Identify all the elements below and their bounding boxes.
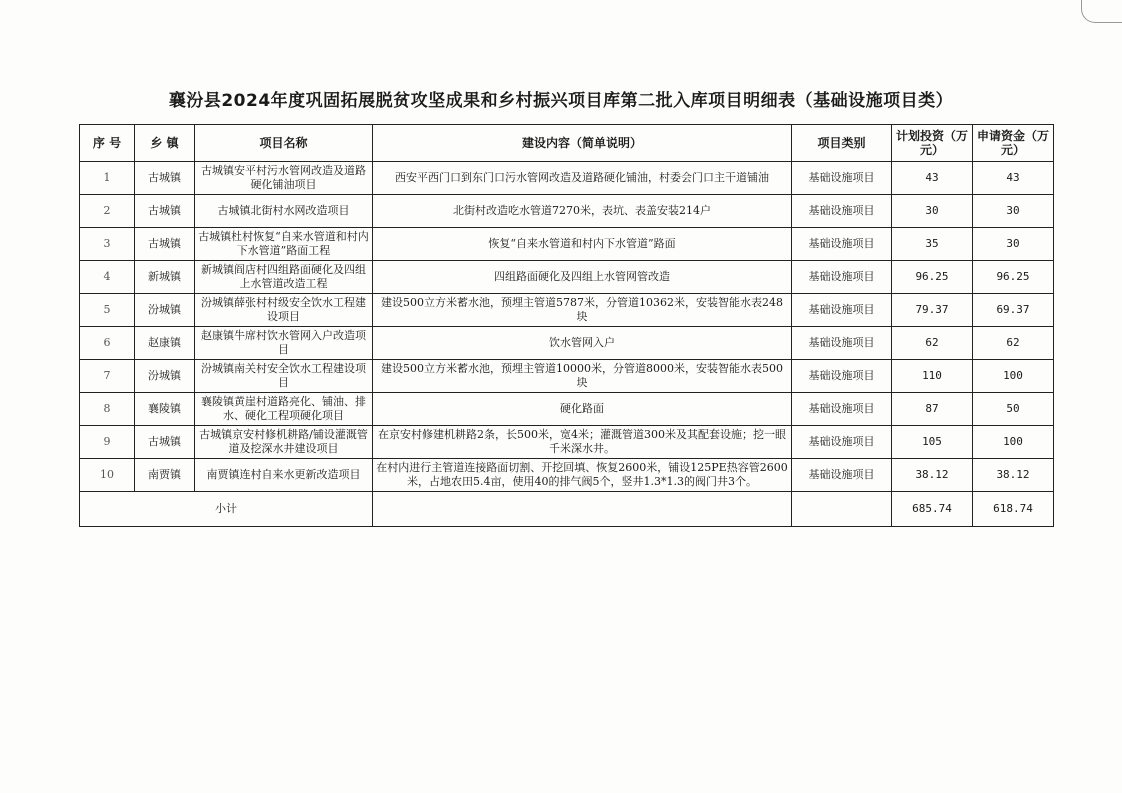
cell-apply: 50 [973, 393, 1054, 426]
cell-name: 新城镇阎店村四组路面硬化及四组上水管道改造工程 [195, 261, 373, 294]
cell-apply: 100 [973, 426, 1054, 459]
cell-category: 基础设施项目 [792, 228, 892, 261]
cell-seq: 7 [80, 360, 135, 393]
table-header-row [80, 125, 1054, 162]
cell-seq: 10 [80, 459, 135, 492]
cell-seq: 4 [80, 261, 135, 294]
cell-plan: 38.12 [892, 459, 973, 492]
cell-plan: 35 [892, 228, 973, 261]
cell-seq: 3 [80, 228, 135, 261]
header-name: 项目名称 [195, 125, 373, 162]
cell-seq: 9 [80, 426, 135, 459]
cell-seq: 8 [80, 393, 135, 426]
cell-town: 赵康镇 [135, 327, 195, 360]
cell-content: 建设500立方米蓄水池，预埋主管道10000米，分管道8000米，安装智能水表500块 [373, 360, 792, 393]
cell-content: 西安平西门口到东门口污水管网改造及道路硬化铺油，村委会门口主干道铺油 [373, 162, 792, 195]
cell-town: 古城镇 [135, 426, 195, 459]
header-apply: 申请资金（万元） [973, 125, 1054, 162]
cell-plan: 105 [892, 426, 973, 459]
project-detail-table [79, 124, 1054, 527]
cell-town: 南贾镇 [135, 459, 195, 492]
cell-category: 基础设施项目 [792, 162, 892, 195]
cell-content: 在京安村修建机耕路2条，长500米，宽4米；灌溉管道300米及其配套设施；挖一眼千米深水井。 [373, 426, 792, 459]
cell-plan: 96.25 [892, 261, 973, 294]
table-row [80, 393, 1054, 426]
table-row [80, 294, 1054, 327]
cell-apply: 43 [973, 162, 1054, 195]
cell-name: 襄陵镇黄崖村道路亮化、铺油、排水、硬化工程项硬化项目 [195, 393, 373, 426]
table-row [80, 228, 1054, 261]
cell-plan: 30 [892, 195, 973, 228]
header-content: 建设内容（简单说明） [373, 125, 792, 162]
cell-apply: 96.25 [973, 261, 1054, 294]
cell-seq: 2 [80, 195, 135, 228]
cell-town: 汾城镇 [135, 294, 195, 327]
cell-name: 赵康镇牛席村饮水管网入户改造项目 [195, 327, 373, 360]
cell-category: 基础设施项目 [792, 459, 892, 492]
cell-seq: 6 [80, 327, 135, 360]
table-row [80, 426, 1054, 459]
cell-content: 硬化路面 [373, 393, 792, 426]
subtotal-plan: 685.74 [892, 492, 973, 527]
cell-category: 基础设施项目 [792, 327, 892, 360]
cell-content: 恢复“自来水管道和村内下水管道”路面 [373, 228, 792, 261]
cell-content: 建设500立方米蓄水池，预埋主管道5787米，分管道10362米，安装智能水表248块 [373, 294, 792, 327]
page-corner-mark [1081, 0, 1122, 23]
cell-apply: 69.37 [973, 294, 1054, 327]
header-category: 项目类别 [792, 125, 892, 162]
cell-category: 基础设施项目 [792, 426, 892, 459]
table-row [80, 459, 1054, 492]
cell-apply: 30 [973, 228, 1054, 261]
cell-name: 汾城镇南关村安全饮水工程建设项目 [195, 360, 373, 393]
header-seq: 序 号 [80, 125, 135, 162]
cell-apply: 100 [973, 360, 1054, 393]
cell-seq: 1 [80, 162, 135, 195]
cell-category: 基础设施项目 [792, 261, 892, 294]
cell-apply: 38.12 [973, 459, 1054, 492]
cell-name: 南贾镇连村自来水更新改造项目 [195, 459, 373, 492]
table-row [80, 360, 1054, 393]
cell-town: 古城镇 [135, 195, 195, 228]
cell-plan: 62 [892, 327, 973, 360]
cell-content: 在村内进行主管道连接路面切割、开挖回填、恢复2600米，铺设125PE热容管2600米，占地农田5.4亩，使用40的排气阀5个，竖井1.3*1.3的阀门井3个。 [373, 459, 792, 492]
cell-content: 北街村改造吃水管道7270米，表坑、表盖安装214户 [373, 195, 792, 228]
cell-plan: 87 [892, 393, 973, 426]
header-town: 乡 镇 [135, 125, 195, 162]
cell-apply: 30 [973, 195, 1054, 228]
cell-category: 基础设施项目 [792, 360, 892, 393]
cell-plan: 110 [892, 360, 973, 393]
cell-town: 古城镇 [135, 228, 195, 261]
cell-seq: 5 [80, 294, 135, 327]
subtotal-apply: 618.74 [973, 492, 1054, 527]
cell-name: 古城镇北街村水网改造项目 [195, 195, 373, 228]
subtotal-label: 小计 [80, 492, 373, 527]
cell-name: 汾城镇薛张村村级安全饮水工程建设项目 [195, 294, 373, 327]
cell-category: 基础设施项目 [792, 294, 892, 327]
cell-content: 四组路面硬化及四组上水管网管改造 [373, 261, 792, 294]
cell-plan: 43 [892, 162, 973, 195]
subtotal-row [80, 492, 1054, 527]
cell-town: 汾城镇 [135, 360, 195, 393]
cell-name: 古城镇杜村恢复“自来水管道和村内下水管道”路面工程 [195, 228, 373, 261]
cell-plan: 79.37 [892, 294, 973, 327]
table-row [80, 195, 1054, 228]
cell-category: 基础设施项目 [792, 393, 892, 426]
table-row [80, 162, 1054, 195]
cell-category: 基础设施项目 [792, 195, 892, 228]
cell-content: 饮水管网入户 [373, 327, 792, 360]
table-row [80, 327, 1054, 360]
cell-name: 古城镇安平村污水管网改造及道路硬化铺油项目 [195, 162, 373, 195]
header-plan: 计划投资（万元） [892, 125, 973, 162]
cell-town: 古城镇 [135, 162, 195, 195]
subtotal-empty-content [373, 492, 792, 527]
cell-apply: 62 [973, 327, 1054, 360]
table-row [80, 261, 1054, 294]
cell-name: 古城镇京安村修机耕路/铺设灌溉管道及挖深水井建设项目 [195, 426, 373, 459]
page-title: 襄汾县2024年度巩固拓展脱贫攻坚成果和乡村振兴项目库第二批入库项目明细表（基础设施项目类） [168, 91, 954, 111]
cell-town: 襄陵镇 [135, 393, 195, 426]
subtotal-empty-category [792, 492, 892, 527]
cell-town: 新城镇 [135, 261, 195, 294]
